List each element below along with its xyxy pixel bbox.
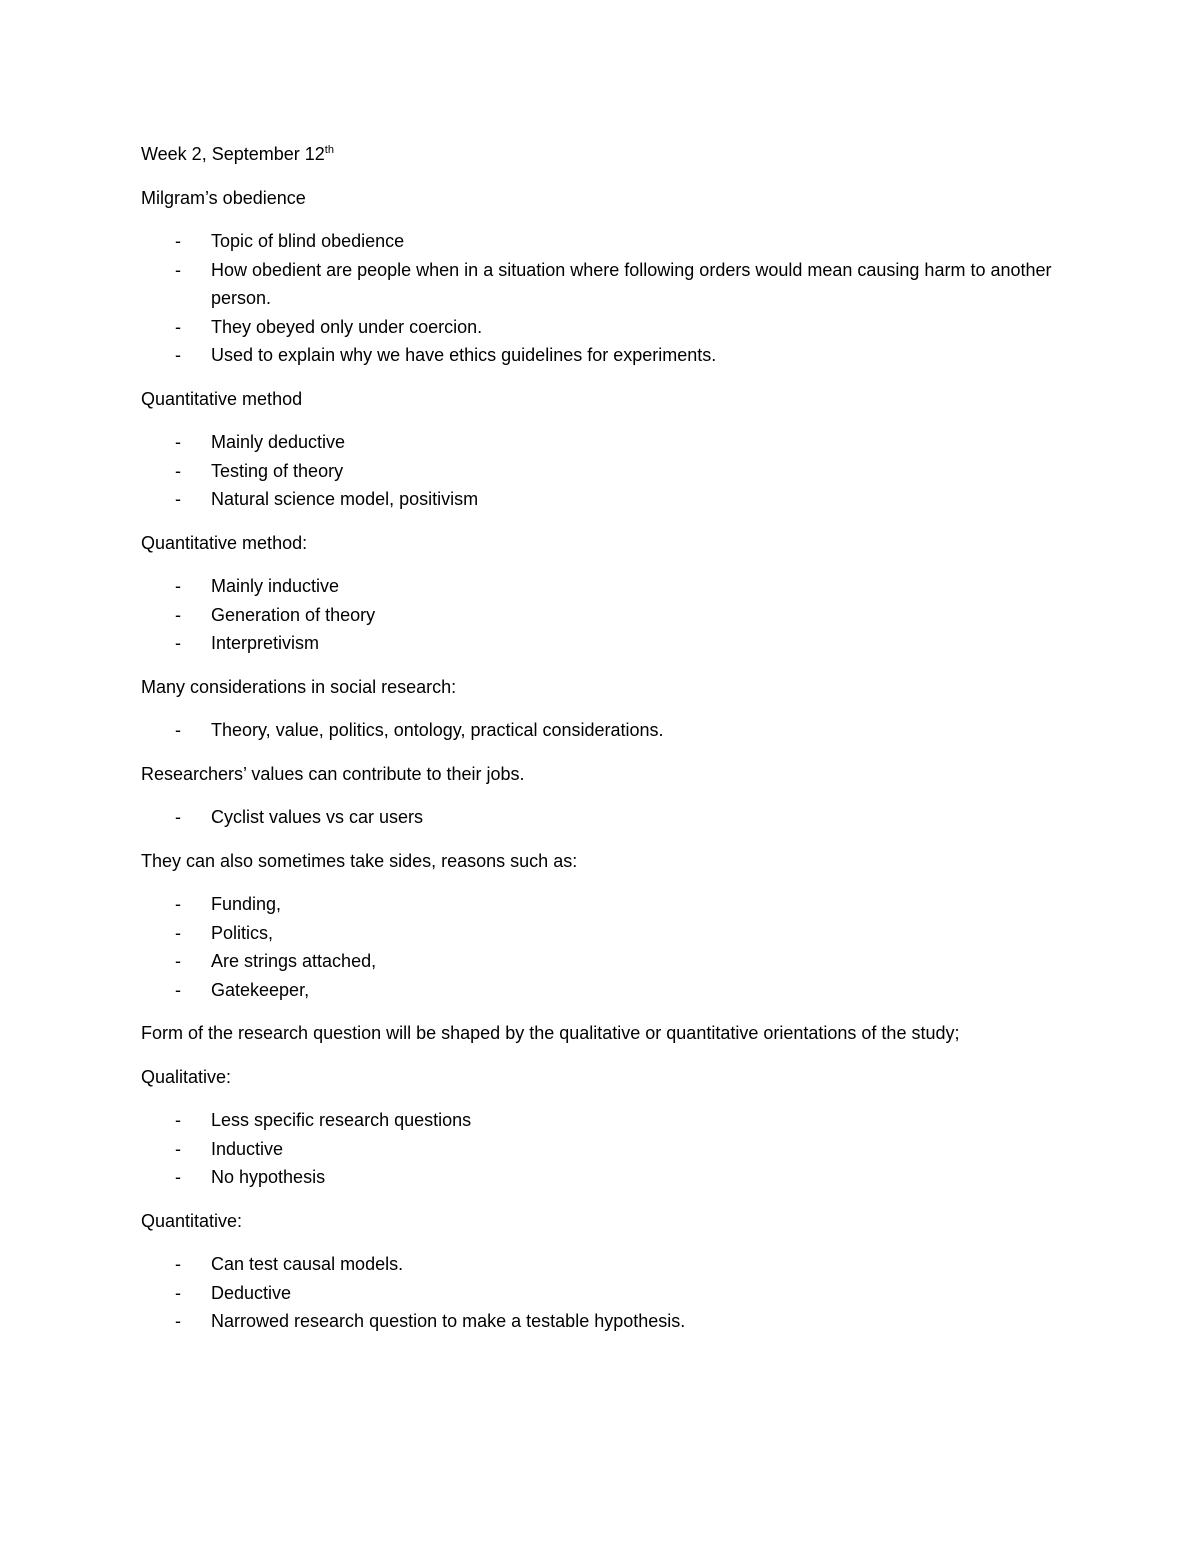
dash-bullet-icon: - (175, 807, 181, 827)
list-item-text: Topic of blind obedience (211, 231, 405, 251)
list-item (141, 976, 1061, 1005)
list-item (141, 1106, 1061, 1135)
dash-bullet-icon: - (175, 1254, 181, 1274)
bullet-list (141, 227, 1061, 370)
section-heading: They can also sometimes take sides, reasons such as: (141, 850, 578, 871)
list-item (141, 947, 1061, 976)
dash-bullet-icon: - (175, 922, 181, 943)
dash-bullet-icon: - (175, 345, 181, 365)
dash-bullet-icon: - (175, 231, 181, 251)
bullet-list (141, 1250, 1061, 1336)
list-item-text: Funding, (211, 894, 282, 914)
list-item-text: Natural science model, positivism (211, 489, 479, 509)
dash-bullet-icon: - (175, 979, 181, 1000)
list-item (141, 1250, 1061, 1279)
document-title: Week 2, September 12th (141, 144, 334, 164)
list-item-text: Generation of theory (211, 604, 376, 625)
bullet-list (141, 572, 1061, 658)
list-item-text: Inductive (211, 1138, 284, 1159)
dash-bullet-icon: - (175, 951, 181, 971)
list-item-text: Theory, value, politics, ontology, practical considerations. (211, 720, 664, 740)
list-item-text: Are strings attached, (211, 951, 377, 971)
list-item-text: Narrowed research question to make a testable hypothesis. (211, 1311, 686, 1331)
notes-sections (141, 184, 1061, 1336)
dash-bullet-icon: - (175, 1282, 181, 1303)
dash-bullet-icon: - (175, 489, 181, 509)
list-item-text: Mainly inductive (211, 576, 340, 596)
section-heading: Quantitative: (141, 1210, 243, 1231)
section-heading: Qualitative: (141, 1066, 232, 1087)
list-item (141, 1307, 1061, 1336)
dash-bullet-icon: - (175, 894, 181, 914)
section-heading: Quantitative method (141, 388, 303, 409)
list-item (141, 256, 1061, 313)
list-item (141, 457, 1061, 486)
list-item (141, 227, 1061, 256)
bullet-list (141, 1106, 1061, 1192)
list-item (141, 716, 1061, 745)
list-item (141, 485, 1061, 514)
dash-bullet-icon: - (175, 460, 181, 481)
list-item (141, 890, 1061, 919)
list-item-text: How obedient are people when in a situation where following orders would mean causing harm to another person. (211, 259, 1052, 308)
dash-bullet-icon: - (175, 576, 181, 596)
section-heading: Quantitative method: (141, 532, 308, 553)
list-item-text: Testing of theory (211, 460, 344, 481)
bullet-list (141, 716, 1061, 745)
list-item-text: Can test causal models. (211, 1254, 404, 1274)
bullet-list (141, 803, 1061, 832)
list-item (141, 1279, 1061, 1308)
section-heading: Form of the research question will be shaped by the qualitative or quantitative orientations of the study; (141, 1023, 960, 1043)
list-item (141, 1163, 1061, 1192)
list-item-text: Less specific research questions (211, 1110, 472, 1130)
list-item-text: No hypothesis (211, 1167, 326, 1187)
bullet-list (141, 890, 1061, 1004)
list-item (141, 629, 1061, 658)
dash-bullet-icon: - (175, 432, 181, 452)
list-item (141, 601, 1061, 630)
dash-bullet-icon: - (175, 604, 181, 625)
list-item-text: They obeyed only under coercion. (211, 316, 483, 337)
list-item (141, 341, 1061, 370)
list-item-text: Cyclist values vs car users (211, 807, 424, 827)
dash-bullet-icon: - (175, 633, 181, 653)
bullet-list (141, 428, 1061, 514)
dash-bullet-icon: - (175, 1311, 181, 1331)
section-heading: Many considerations in social research: (141, 676, 457, 697)
section-heading: Milgram’s obedience (141, 187, 306, 208)
dash-bullet-icon: - (175, 720, 181, 740)
list-item (141, 313, 1061, 342)
list-item (141, 428, 1061, 457)
dash-bullet-icon: - (175, 1110, 181, 1130)
section-heading: Researchers’ values can contribute to their jobs. (141, 763, 525, 784)
list-item (141, 803, 1061, 832)
list-item (141, 1135, 1061, 1164)
list-item-text: Politics, (211, 922, 274, 943)
list-item-text: Gatekeeper, (211, 979, 310, 1000)
dash-bullet-icon: - (175, 1167, 181, 1187)
list-item-text: Deductive (211, 1282, 292, 1303)
list-item (141, 572, 1061, 601)
dash-bullet-icon: - (175, 316, 181, 337)
list-item-text: Interpretivism (211, 633, 320, 653)
dash-bullet-icon: - (175, 1138, 181, 1159)
document-body (141, 140, 1061, 1351)
list-item (141, 919, 1061, 948)
list-item-text: Mainly deductive (211, 432, 346, 452)
title-superscript: th (324, 144, 334, 156)
dash-bullet-icon: - (175, 259, 181, 280)
list-item-text: Used to explain why we have ethics guidelines for experiments. (211, 345, 717, 365)
